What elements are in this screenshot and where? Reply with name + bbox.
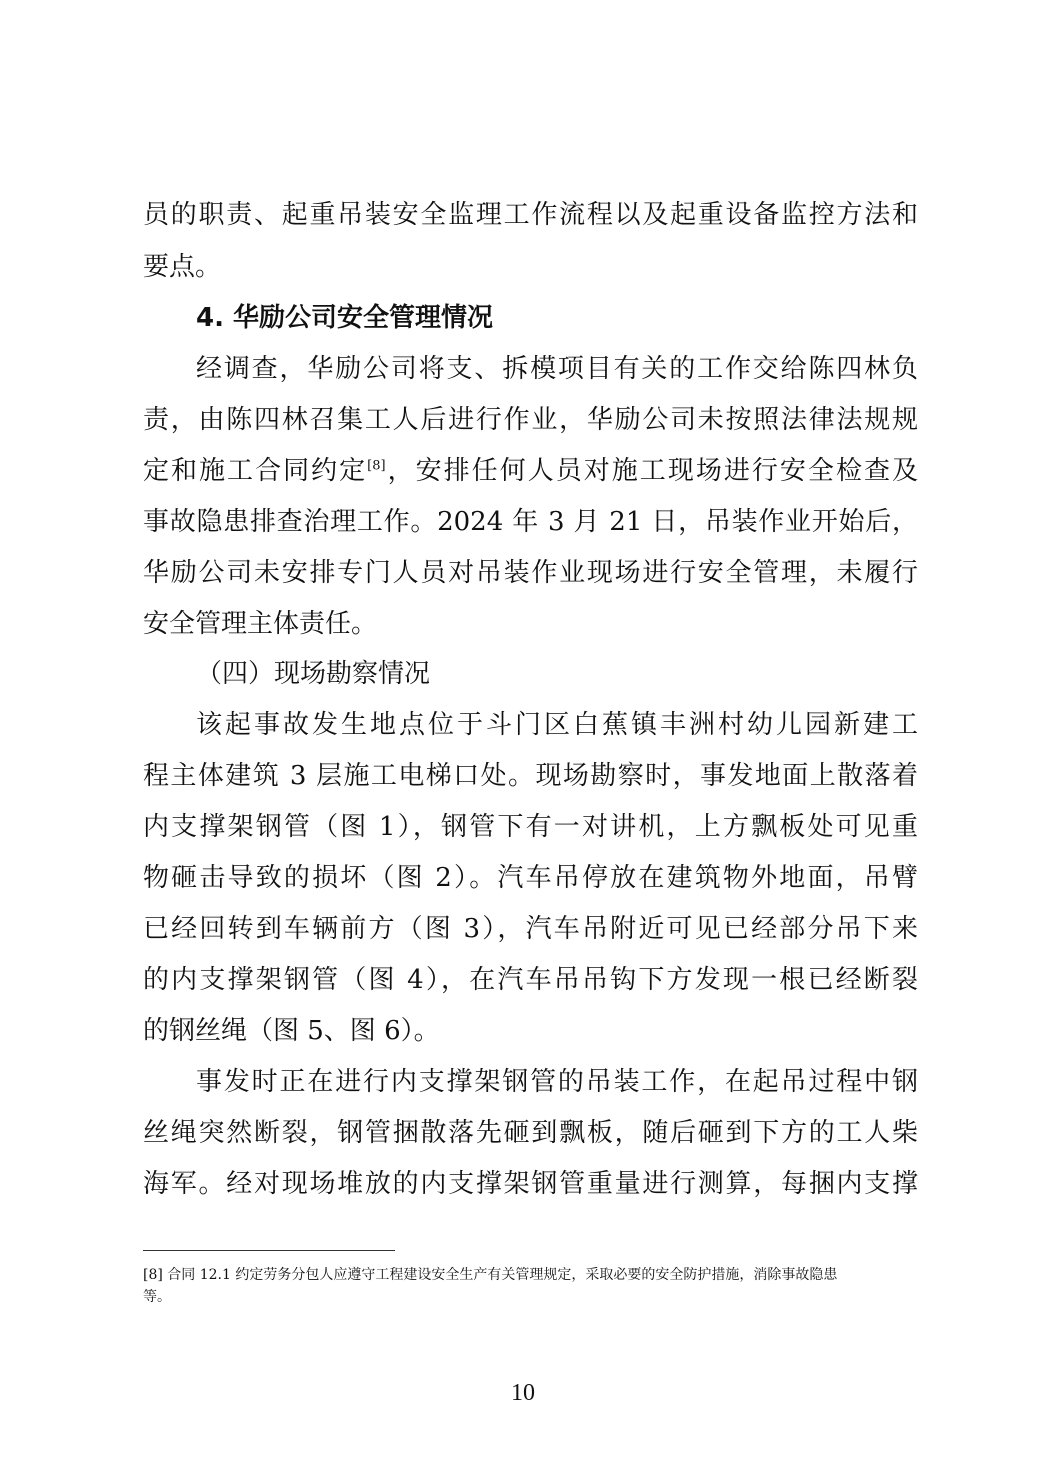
body-text-line: 安全管理主体责任。 <box>143 609 378 639</box>
subsection-heading: （四）现场勘察情况 <box>196 659 431 689</box>
body-text-line: 事发时正在进行内支撑架钢管的吊装工作，在起吊过程中钢 <box>196 1067 918 1097</box>
body-text-line: 该起事故发生地点位于斗门区白蕉镇丰洲村幼儿园新建工 <box>196 710 918 740</box>
body-text-line: 程主体建筑 3 层施工电梯口处。现场勘察时，事发地面上散落着 <box>143 761 918 791</box>
footnote-text: [8] 合同 12.1 约定劳务分包人应遵守工程建设安全生产有关管理规定，采取必要的安全防护措施，消除事故隐患 <box>143 1267 838 1283</box>
body-text-line: 要点。 <box>143 252 222 282</box>
body-text-line: 事故隐患排查治理工作。2024 年 3 月 21 日，吊装作业开始后， <box>143 507 918 537</box>
body-text-line: 物砸击导致的损坏（图 2）。汽车吊停放在建筑物外地面，吊臂 <box>143 863 918 893</box>
body-text-line: 的内支撑架钢管（图 4），在汽车吊吊钩下方发现一根已经断裂 <box>143 965 918 995</box>
body-text-line: 华励公司未安排专门人员对吊装作业现场进行安全管理，未履行 <box>143 558 918 588</box>
body-text-line: 的钢丝绳（图 5、图 6）。 <box>143 1016 440 1046</box>
body-text-line: 内支撑架钢管（图 1），钢管下有一对讲机，上方飘板处可见重 <box>143 812 918 842</box>
footnote-separator <box>143 1250 395 1251</box>
body-text-line: 经调查，华励公司将支、拆模项目有关的工作交给陈四林负 <box>196 354 918 384</box>
footnote-text: 等。 <box>143 1289 171 1305</box>
body-text-line: 员的职责、起重吊装安全监理工作流程以及起重设备监控方法和 <box>143 200 918 230</box>
body-text-line <box>143 449 918 493</box>
body-text-line: 已经回转到车辆前方（图 3），汽车吊附近可见已经部分吊下来 <box>143 914 918 944</box>
body-text-line: 丝绳突然断裂，钢管捆散落先砸到飘板，随后砸到下方的工人柴 <box>143 1118 918 1148</box>
body-text-line: 海军。经对现场堆放的内支撑架钢管重量进行测算，每捆内支撑 <box>143 1169 918 1199</box>
page-number: 10 <box>511 1380 535 1406</box>
body-text-line: 责，由陈四林召集工人后进行作业，华励公司未按照法律法规规 <box>143 405 918 435</box>
body-text-segment: 定和施工合同约定 <box>143 456 368 486</box>
section-heading: 4. 华励公司安全管理情况 <box>196 303 494 333</box>
body-text-segment: ，安排任何人员对施工现场进行安全检查及 <box>385 456 918 486</box>
footnote-reference: [8] <box>367 458 386 474</box>
